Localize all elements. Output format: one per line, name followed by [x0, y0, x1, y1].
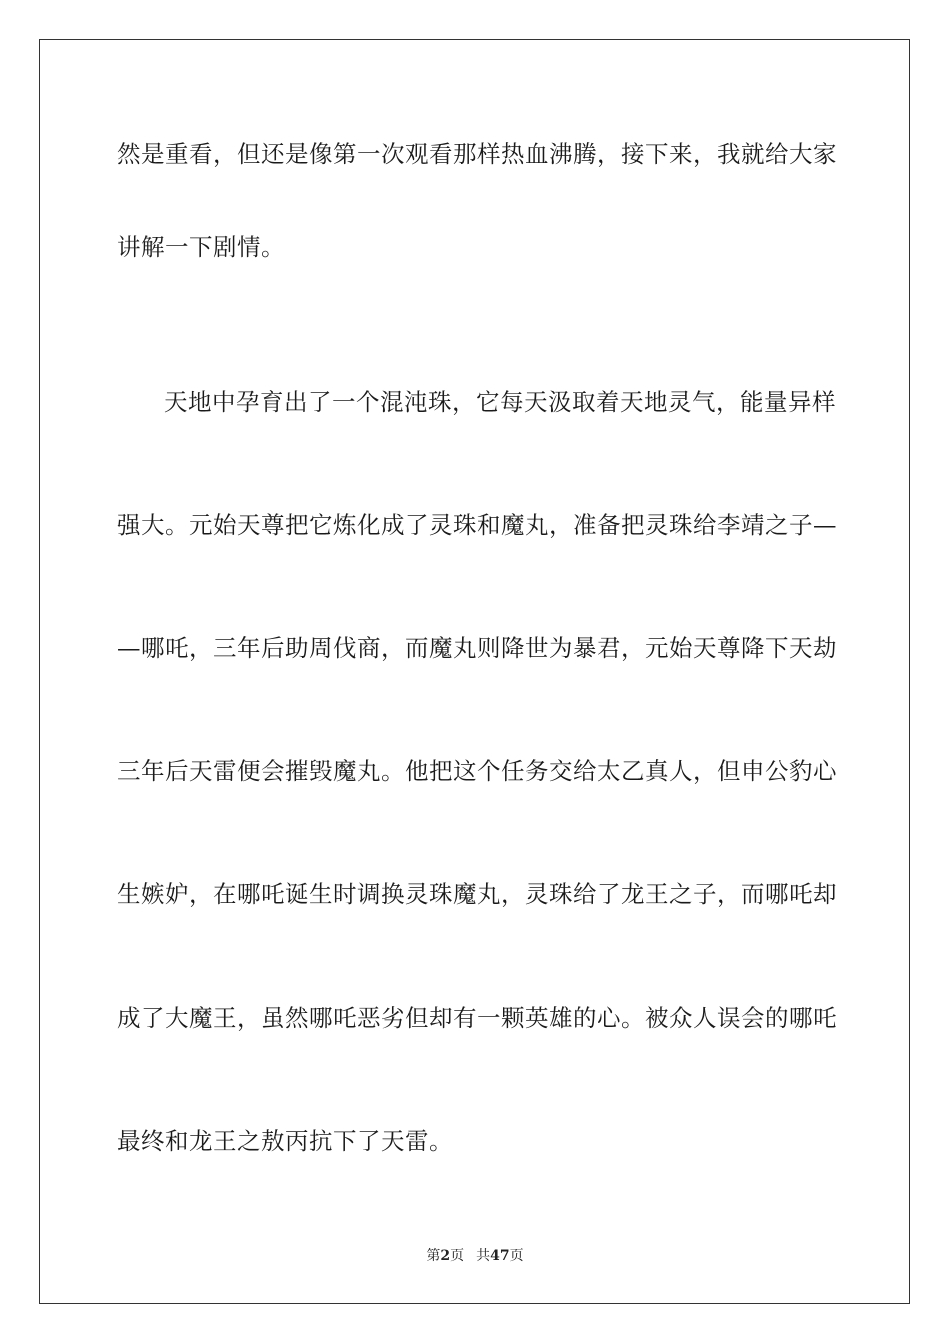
text-line: 然是重看，但还是像第一次观看那样热血沸腾，接下来，我就给大家 — [117, 140, 837, 168]
text-line: 三年后天雷便会摧毁魔丸。他把这个任务交给太乙真人，但申公豹心 — [117, 757, 837, 785]
text-line: 强大。元始天尊把它炼化成了灵珠和魔丸，准备把灵珠给李靖之子— — [117, 511, 837, 539]
page-suffix: 页 — [450, 1248, 465, 1264]
page-number: 2 — [440, 1248, 451, 1264]
total-suffix: 页 — [509, 1248, 524, 1264]
page-prefix: 第 — [426, 1248, 441, 1264]
text-line: 成了大魔王，虽然哪吒恶劣但却有一颗英雄的心。被众人误会的哪吒 — [117, 1004, 837, 1032]
page-border — [39, 39, 910, 1304]
text-line: —哪吒，三年后助周伐商，而魔丸则降世为暴君，元始天尊降下天劫 — [117, 634, 837, 662]
paragraph-first-line: 天地中孕育出了一个混沌珠，它每天汲取着天地灵气，能量异样 — [164, 388, 836, 416]
text-line: 生嫉妒，在哪吒诞生时调换灵珠魔丸，灵珠给了龙王之子，而哪吒却 — [117, 880, 837, 908]
text-line: 最终和龙王之敖丙抗下了天雷。 — [117, 1127, 453, 1155]
page-footer — [0, 1247, 950, 1265]
total-pages: 47 — [490, 1248, 510, 1264]
text-line: 讲解一下剧情。 — [117, 233, 285, 261]
total-prefix: 共 — [476, 1248, 491, 1264]
